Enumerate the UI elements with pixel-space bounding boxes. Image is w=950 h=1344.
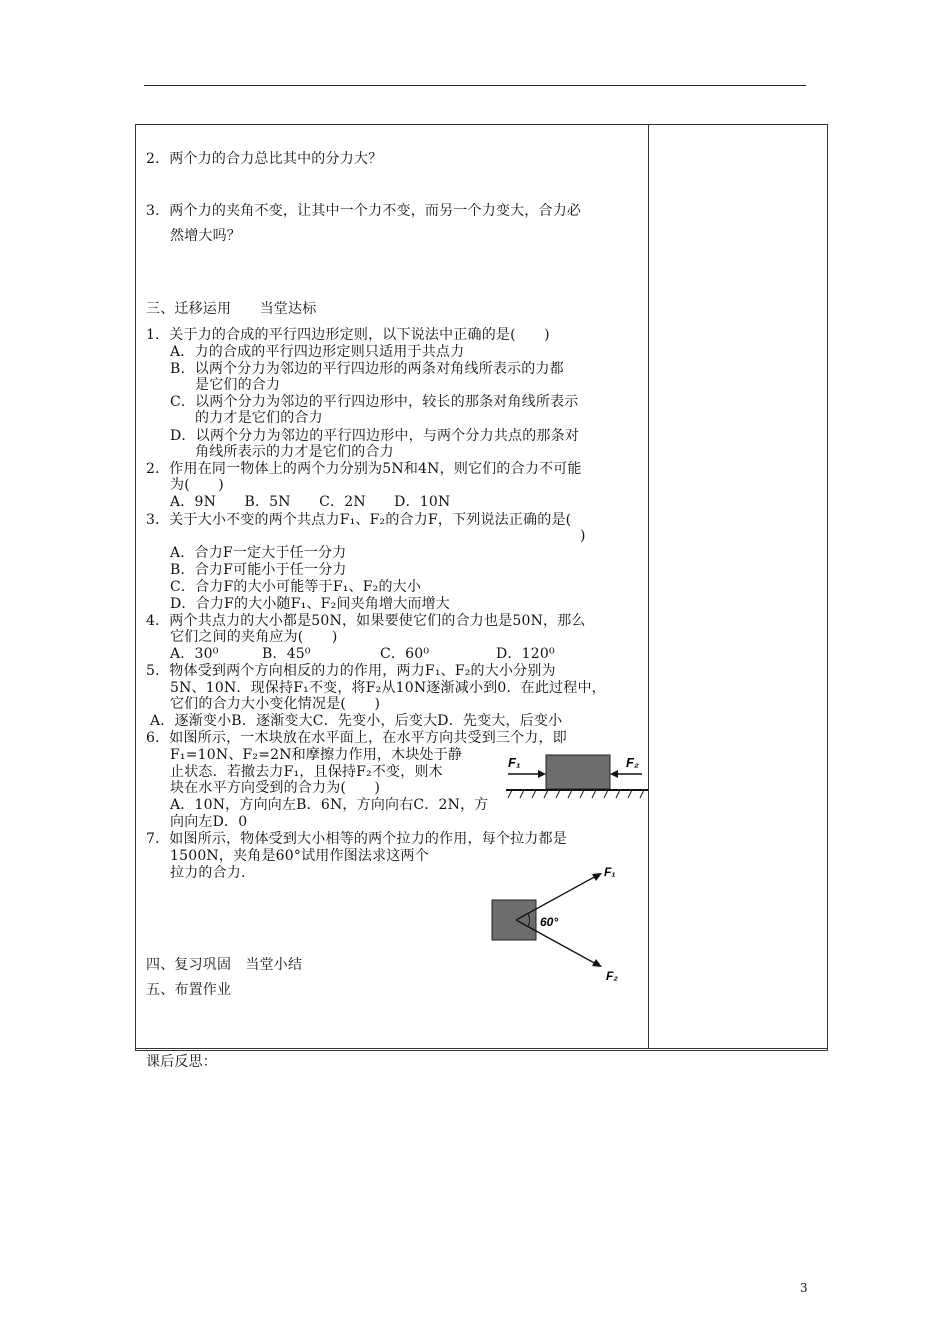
p5-stem-line2: 5N、10N．现保持F₁不变，将F₂从10N逐渐减小到0．在此过程中，: [170, 680, 606, 696]
p1-option-a: A．力的合成的平行四边形定则只适用于共点力: [170, 344, 465, 360]
p1-stem: 1．关于力的合成的平行四边形定则，以下说法中正确的是( ): [146, 327, 550, 343]
p1-option-c-line1: C．以两个分力为邻边的平行四边形中，较长的那条对角线所表示: [170, 394, 579, 410]
f2-label: F₂: [626, 755, 639, 770]
f1-force-label: F₁: [604, 865, 616, 879]
reflection-label: 课后反思：: [146, 1054, 217, 1070]
p6-options-line2: 向向左D．0: [170, 814, 248, 830]
p4-option-a: A．30⁰: [170, 646, 219, 662]
p3-option-b: B．合力F可能小于任一分力: [170, 562, 347, 578]
p6-stem-line4: 块在水平方向受到的合力为( ): [170, 780, 381, 796]
angle-label: 60°: [540, 915, 559, 929]
section-3-heading: 三、迁移运用 当堂达标: [146, 301, 317, 317]
p5-stem-line3: 它们的合力大小变化情况是( ): [170, 696, 381, 712]
two-forces-figure: [488, 856, 638, 986]
p1-option-b-line2: 是它们的合力: [195, 377, 281, 393]
p4-option-b: B．45⁰: [262, 646, 311, 662]
f1-label: F₁: [508, 755, 521, 770]
f1-arrow-head: [538, 770, 546, 778]
p5-stem-line1: 5．物体受到两个方向相反的力的作用，两力F₁、F₂的大小分别为: [146, 663, 556, 679]
f1-force-line: [516, 875, 598, 920]
section-4-heading: 四、复习巩固 当堂小结: [146, 957, 303, 973]
p4-stem-line2: 它们之间的夹角应为( ): [170, 629, 338, 645]
p6-stem-line2: F₁=10N、F₂=2N和摩擦力作用，木块处于静: [170, 747, 463, 763]
p1-option-d-line2: 角线所表示的力才是它们的合力: [195, 444, 394, 460]
p4-option-c: C．60⁰: [380, 646, 430, 662]
p5-options: A．逐渐变小B．逐渐变大C．先变小，后变大D．先变大，后变小: [150, 713, 563, 729]
p7-stem-line2: 1500N，夹角是60°试用作图法求这两个: [170, 848, 429, 864]
p6-stem-line3: 止状态．若撤去力F₁，且保持F₂不变，则木: [170, 764, 443, 780]
p4-stem-line1: 4．两个共点力的大小都是50N，如果要使它们的合力也是50N，那么: [146, 613, 586, 629]
p2-options: A．9N B．5N C．2N D．10N: [170, 494, 451, 510]
p4-option-d: D．120⁰: [496, 646, 555, 662]
p1-option-d-line1: D．以两个分力为邻边的平行四边形中，与两个分力共点的那条对: [170, 428, 580, 444]
question-2: 2．两个力的合力总比其中的分力大？: [146, 151, 383, 167]
table-column-divider: [648, 124, 649, 1049]
p7-stem-line1: 7．如图所示，物体受到大小相等的两个拉力的作用，每个拉力都是: [146, 831, 567, 847]
section-5-heading: 五、布置作业: [146, 982, 232, 998]
p7-stem-line3: 拉力的合力．: [170, 865, 256, 881]
f2-force-label: F₂: [606, 969, 618, 983]
p6-stem-line1: 6．如图所示，一木块放在水平面上，在水平方向共受到三个力，即: [146, 730, 567, 746]
question-3-line2: 然增大吗？: [170, 228, 241, 244]
p3-option-a: A．合力F一定大于任一分力: [170, 545, 347, 561]
p2-stem-line2: 为( ): [170, 477, 224, 493]
p6-options-line1: A．10N，方向向左B．6N，方向向右C．2N，方: [170, 797, 489, 813]
f2-arrow-head: [610, 770, 618, 778]
p1-option-b-line1: B．以两个分力为邻边的平行四边形的两条对角线所表示的力都: [170, 361, 564, 377]
table-row-divider: [135, 1048, 828, 1049]
p3-option-c: C．合力F的大小可能等于F₁、F₂的大小: [170, 579, 422, 595]
p1-option-c-line2: 的力才是它们的合力: [195, 410, 323, 426]
block-forces-figure: [504, 748, 650, 800]
wooden-block: [546, 755, 610, 789]
page-number: 3: [800, 1281, 808, 1295]
p3-option-d: D．合力F的大小随F₁、F₂间夹角增大而增大: [170, 596, 450, 612]
p2-stem-line1: 2．作用在同一物体上的两个力分别为5N和4N，则它们的合力不可能: [146, 461, 582, 477]
p3-stem-line1: 3．关于大小不变的两个共点力F₁、F₂的合力F，下列说法正确的是(: [146, 512, 572, 528]
header-rule: [144, 85, 806, 86]
question-3-line1: 3．两个力的夹角不变，让其中一个力不变，而另一个力变大，合力必: [146, 203, 582, 219]
p3-stem-line2: ): [580, 528, 586, 544]
